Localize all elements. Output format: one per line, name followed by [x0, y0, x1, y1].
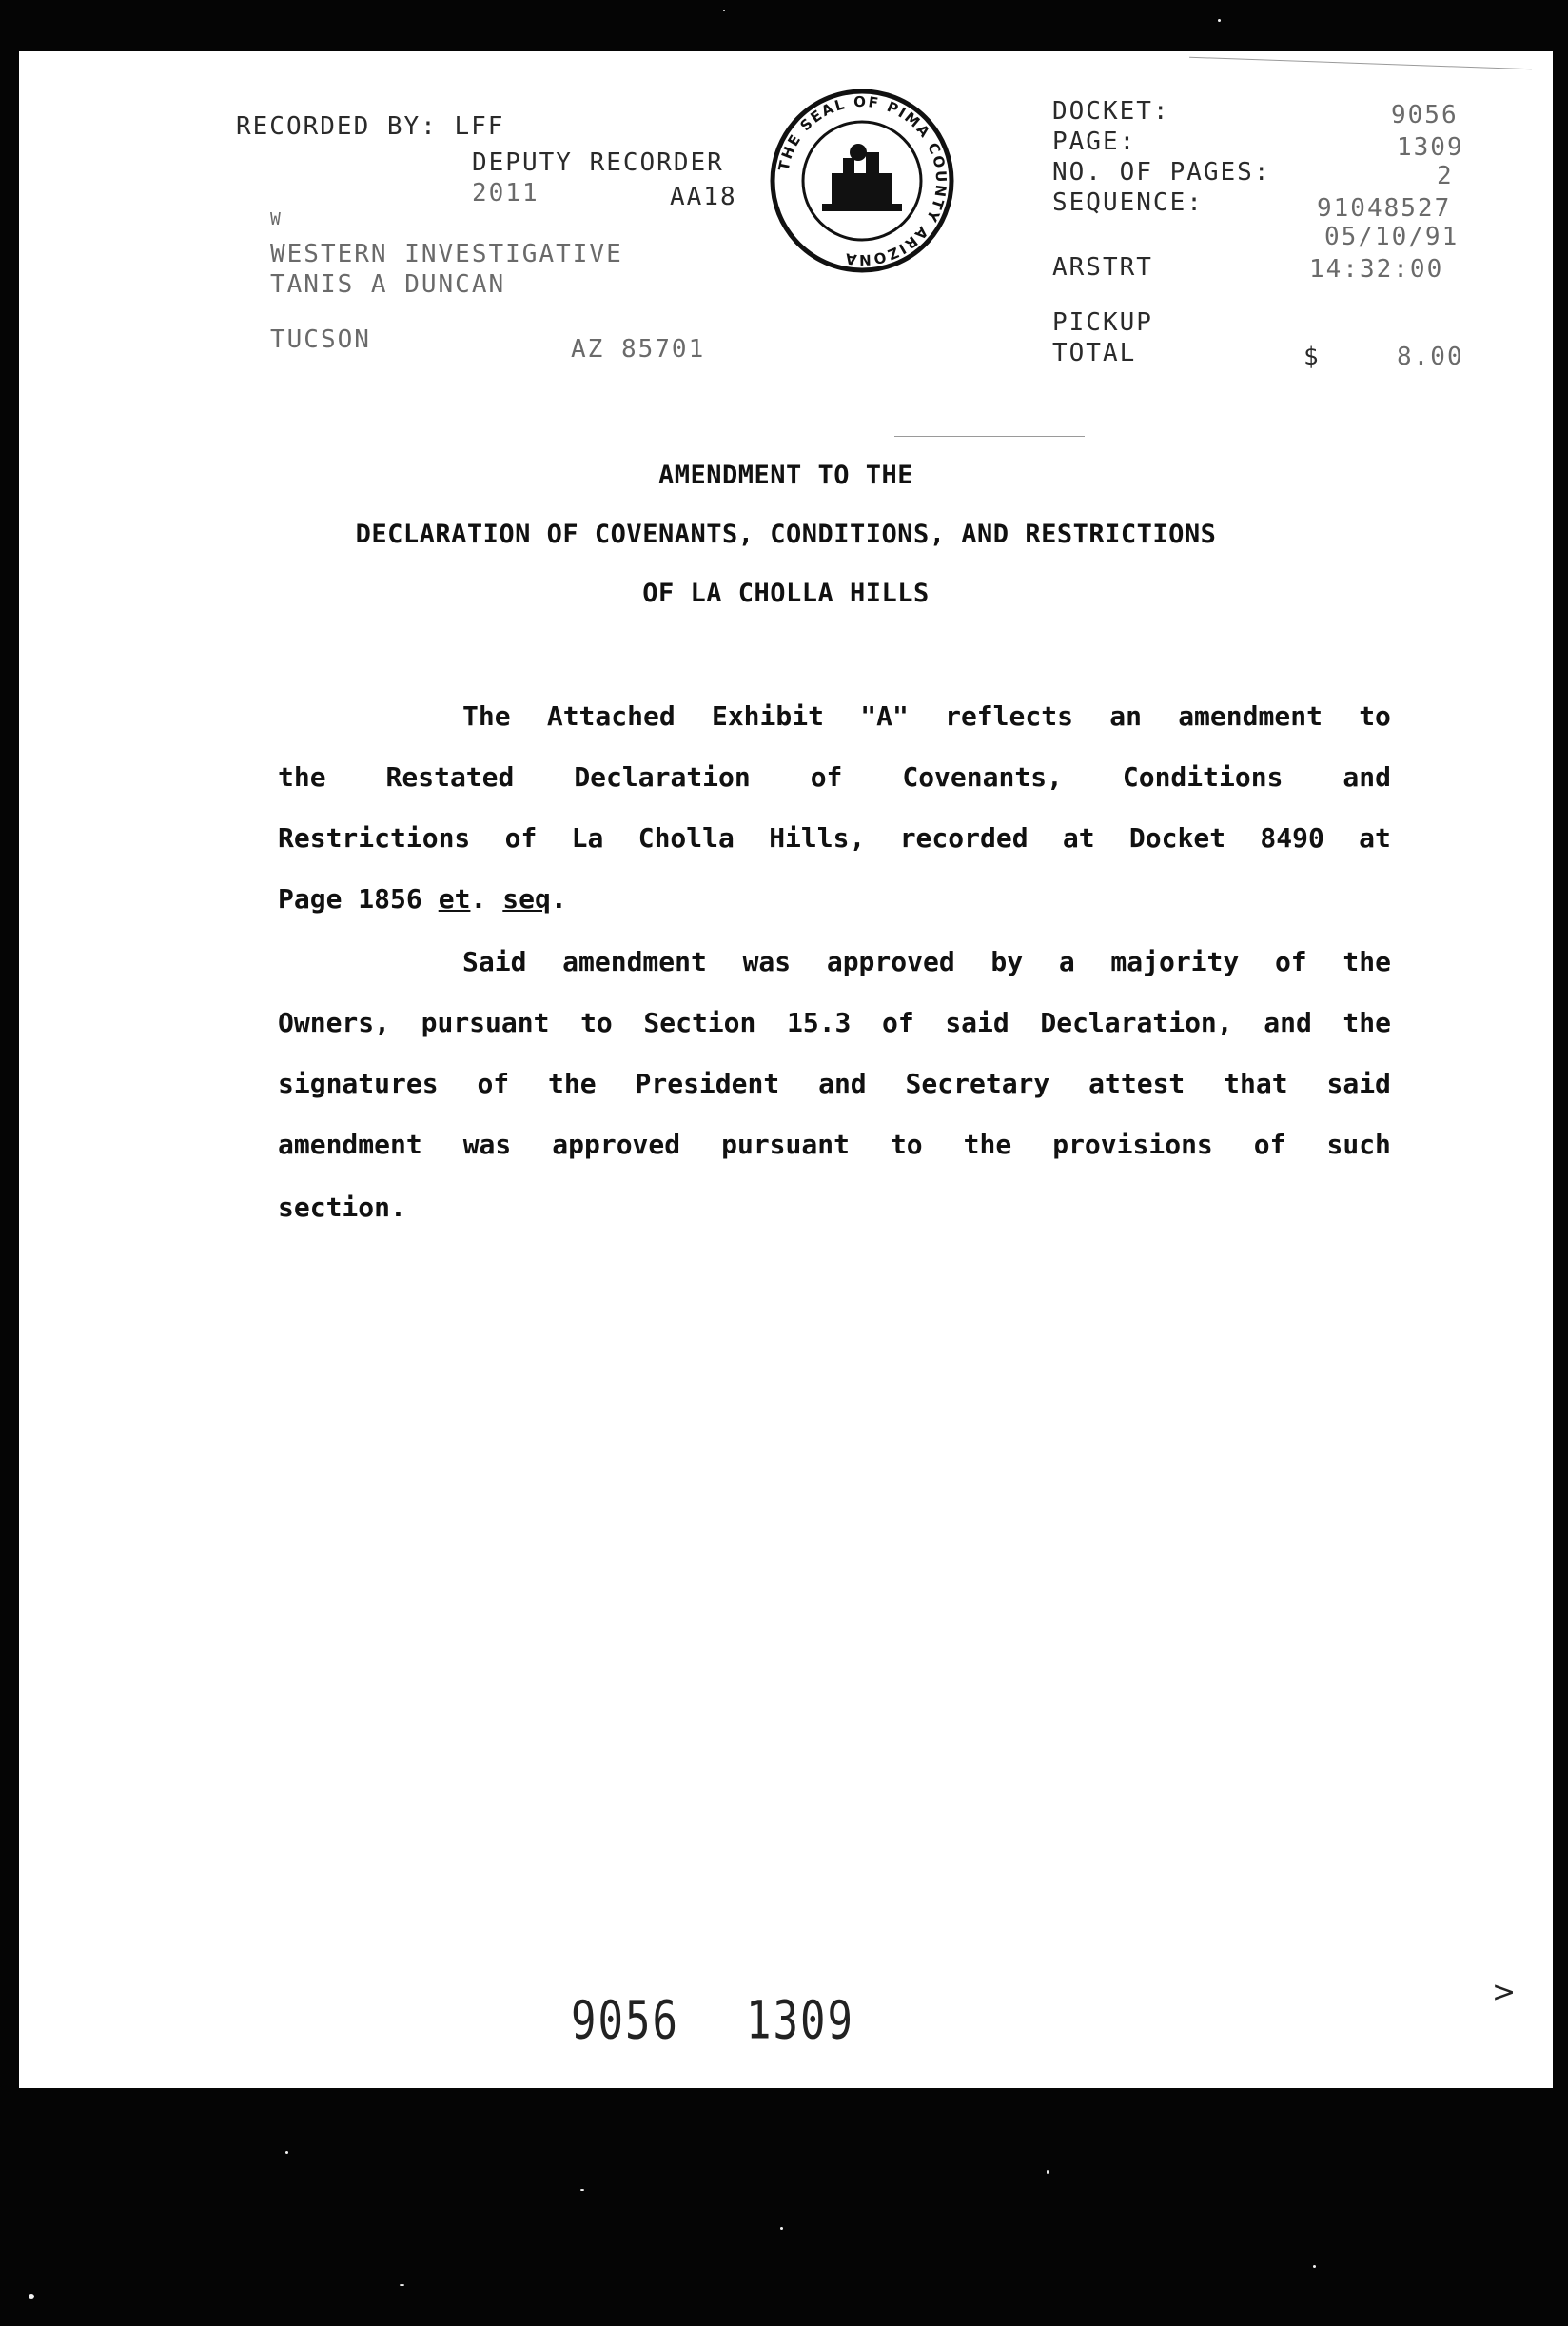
scan-noise — [1047, 2170, 1049, 2174]
word: Exhibit — [711, 700, 824, 732]
requester-name-2: TANIS A DUNCAN — [270, 270, 506, 299]
word: Attached — [546, 700, 676, 732]
footer-page: 1309 — [745, 1990, 854, 2052]
word: of — [882, 1007, 914, 1038]
document-title-line-3: OF LA CHOLLA HILLS — [642, 579, 930, 608]
scan-noise — [400, 2284, 404, 2286]
record-date: 05/10/91 — [1324, 223, 1460, 251]
word: to — [580, 1007, 613, 1038]
requester-state-zip: AZ 85701 — [571, 335, 706, 364]
word: Declaration, — [1040, 1007, 1233, 1038]
mark: W — [270, 209, 283, 229]
requester-name-1: WESTERN INVESTIGATIVE — [270, 240, 623, 268]
para2-line3 — [278, 1068, 1391, 1099]
para2-line1 — [462, 946, 1391, 977]
word: Conditions — [1122, 761, 1284, 793]
word: approved — [826, 946, 955, 977]
corner-mark: > — [1492, 1976, 1517, 2009]
document-page — [19, 51, 1553, 2088]
pages-label: NO. OF PAGES: — [1052, 158, 1271, 187]
word: Secretary — [905, 1068, 1050, 1099]
word: La — [571, 822, 604, 854]
scan-noise — [1313, 2265, 1316, 2268]
word: Section — [643, 1007, 756, 1038]
word: amendment — [278, 1129, 422, 1160]
scan-noise — [29, 2294, 34, 2299]
page-value: 1309 — [1397, 133, 1464, 162]
para2-line5 — [278, 1192, 1391, 1223]
docket-label: DOCKET: — [1052, 97, 1170, 126]
word: Covenants, — [902, 761, 1063, 793]
scan-noise — [285, 2151, 288, 2154]
word: an — [1109, 700, 1142, 732]
deputy-recorder: DEPUTY RECORDER — [472, 148, 724, 177]
para1-line3 — [278, 822, 1391, 854]
word: to — [890, 1129, 923, 1160]
docket-value: 9056 — [1391, 101, 1459, 129]
word: approved — [552, 1129, 681, 1160]
para1-line2 — [278, 761, 1391, 793]
word: at — [1062, 822, 1095, 854]
page-reference: Page 1856 — [278, 883, 422, 915]
para2-line2 — [278, 1007, 1391, 1038]
word: of — [1274, 946, 1307, 977]
word: 8490 — [1260, 822, 1324, 854]
word: Restated — [385, 761, 515, 793]
word: a — [1058, 946, 1075, 977]
page-label: PAGE: — [1052, 128, 1137, 156]
word: majority — [1110, 946, 1240, 977]
seal-text: THE SEAL OF PIMA COUNTY ARIZONA — [774, 92, 951, 269]
word: the — [278, 761, 326, 793]
word: that — [1224, 1068, 1288, 1099]
word: of — [504, 822, 538, 854]
word: Declaration — [574, 761, 751, 793]
para1-line4 — [278, 883, 1391, 915]
scan-noise — [1218, 19, 1221, 22]
word: Said — [462, 946, 527, 977]
word: provisions — [1052, 1129, 1213, 1160]
pages-value: 2 — [1437, 162, 1454, 190]
scan-noise — [580, 2189, 584, 2191]
word: signatures — [278, 1068, 439, 1099]
word: the — [963, 1129, 1012, 1160]
word: attest — [1088, 1068, 1186, 1099]
total-currency: $ — [1303, 343, 1321, 371]
scan-line — [894, 436, 1085, 437]
total-value: 8.00 — [1397, 343, 1464, 371]
word: amendment — [1178, 700, 1323, 732]
para2-last-word: section. — [278, 1192, 406, 1223]
word: the — [1343, 946, 1391, 977]
word: the — [548, 1068, 597, 1099]
seq-period: . — [550, 883, 567, 915]
footer-docket: 9056 — [571, 1990, 679, 2052]
word: and — [1264, 1007, 1312, 1038]
word: 15.3 — [786, 1007, 852, 1038]
requester-city: TUCSON — [270, 325, 371, 354]
document-title-line-1: AMENDMENT TO THE — [657, 461, 914, 490]
word: Cholla — [637, 822, 735, 854]
recorded-by: RECORDED BY: LFF — [236, 112, 505, 141]
word: pursuant — [421, 1007, 550, 1038]
word: The — [462, 700, 511, 732]
et-period: . — [470, 883, 487, 915]
word: Restrictions — [278, 822, 471, 854]
para1-line1 — [462, 700, 1391, 732]
word: such — [1326, 1129, 1391, 1160]
word: of — [1253, 1129, 1286, 1160]
word: recorded — [899, 822, 1029, 854]
recorder-code-2: AA18 — [670, 183, 737, 211]
pickup-label: PICKUP — [1052, 308, 1153, 337]
word: Owners, — [278, 1007, 391, 1038]
record-time: 14:32:00 — [1309, 255, 1444, 284]
word: Docket — [1128, 822, 1226, 854]
word: amendment — [562, 946, 707, 977]
county-seal-icon — [767, 86, 957, 276]
word: was — [462, 1129, 512, 1160]
total-label: TOTAL — [1052, 339, 1137, 367]
word: said — [1326, 1068, 1391, 1099]
docket-page-stamp — [571, 1991, 921, 2052]
word: and — [818, 1068, 867, 1099]
seq-abbr: seq — [502, 883, 551, 915]
word: and — [1343, 761, 1391, 793]
word: reflects — [945, 700, 1073, 732]
para2-line4 — [278, 1129, 1391, 1160]
word: by — [990, 946, 1024, 977]
document-title-line-2: DECLARATION OF COVENANTS, CONDITIONS, AND RESTRICTIONS — [355, 520, 1217, 549]
word: was — [742, 946, 792, 977]
sequence-value: 91048527 — [1317, 194, 1452, 223]
scan-line — [1189, 57, 1532, 70]
word: pursuant — [721, 1129, 850, 1160]
word: Hills, — [769, 822, 866, 854]
word: to — [1359, 700, 1391, 732]
word: "A" — [860, 700, 909, 732]
scan-noise — [723, 10, 725, 11]
word: of — [810, 761, 843, 793]
recorder-code: 2011 — [472, 179, 539, 207]
word: the — [1343, 1007, 1391, 1038]
word: said — [945, 1007, 1009, 1038]
scan-noise — [780, 2227, 783, 2230]
word: of — [477, 1068, 510, 1099]
et-abbr: et — [438, 883, 471, 915]
type-label: ARSTRT — [1052, 253, 1153, 282]
word: President — [635, 1068, 780, 1099]
word: at — [1359, 822, 1391, 854]
sequence-label: SEQUENCE: — [1052, 188, 1204, 217]
